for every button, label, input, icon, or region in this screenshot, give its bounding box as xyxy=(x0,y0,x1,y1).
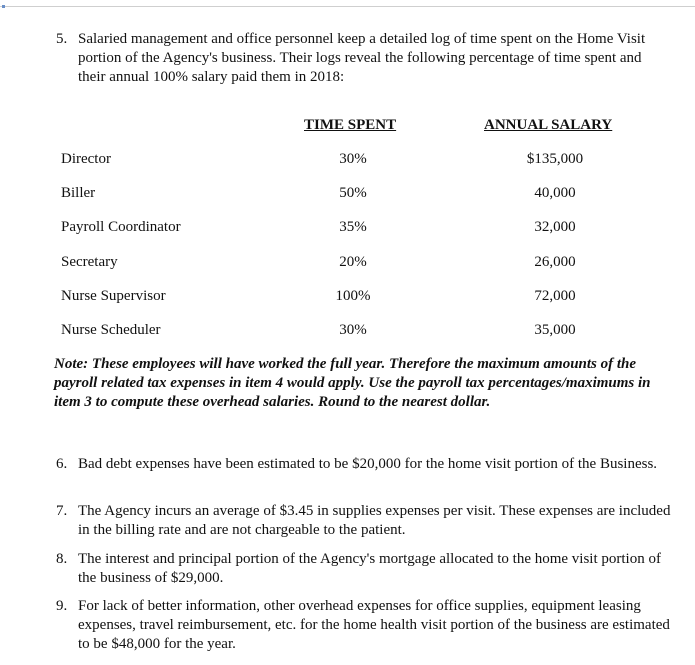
note-paragraph: Note: These employees will have worked the full year. Therefore the maximum amounts of the payroll related tax expenses in item 4 would apply. Use the payroll tax percentages/maximums in item 3 to compute these overhead salaries. Round to the nearest dollar. xyxy=(54,356,651,410)
annual-salary-value: 35,000 xyxy=(534,322,576,338)
list-item-number: 7. xyxy=(56,503,68,519)
employee-title: Biller xyxy=(61,185,96,201)
list-item-7 xyxy=(56,502,676,540)
column-header-time-spent: TIME SPENT xyxy=(304,117,397,133)
annual-salary-value: 40,000 xyxy=(534,185,576,201)
list-item-text: For lack of better information, other overhead expenses for office supplies, equipment leasing expenses, travel reimbursement, etc. for the home health visit portion of the business are estimated to be $48,000 for the year. xyxy=(78,598,670,652)
table-row xyxy=(0,218,695,238)
list-item-text: The interest and principal portion of the Agency's mortgage allocated to the home visit portion of the business of $29,000. xyxy=(78,551,661,586)
page-corner-marker xyxy=(2,5,5,8)
annual-salary-value: 72,000 xyxy=(534,288,576,304)
list-item-9 xyxy=(56,597,676,654)
table-row xyxy=(0,321,695,341)
list-item-6 xyxy=(56,455,676,474)
time-spent-value: 35% xyxy=(339,219,367,235)
table-row xyxy=(0,150,695,170)
employee-title: Payroll Coordinator xyxy=(61,219,181,235)
page-top-rule xyxy=(0,6,695,7)
list-item-text: Bad debt expenses have been estimated to be $20,000 for the home visit portion of the Business. xyxy=(78,456,658,472)
employee-title: Nurse Scheduler xyxy=(61,322,161,338)
list-item-number: 8. xyxy=(56,551,68,567)
annual-salary-value: 26,000 xyxy=(534,254,576,270)
employee-title: Nurse Supervisor xyxy=(61,288,166,304)
list-item-number: 9. xyxy=(56,598,68,614)
time-spent-value: 30% xyxy=(339,151,367,167)
list-item-text: Salaried management and office personnel keep a detailed log of time spent on the Home Visit portion of the Agency's business. Their logs reveal the following percentage of time spent and their annual 100% salary paid them in 2018: xyxy=(78,31,646,85)
employee-title: Director xyxy=(61,151,111,167)
time-spent-value: 100% xyxy=(335,288,371,304)
list-item-5 xyxy=(56,30,666,87)
column-header-annual-salary: ANNUAL SALARY xyxy=(484,117,613,133)
list-item-number: 6. xyxy=(56,456,68,472)
annual-salary-value: 32,000 xyxy=(534,219,576,235)
table-row xyxy=(0,184,695,204)
table-row xyxy=(0,253,695,273)
time-spent-value: 30% xyxy=(339,322,367,338)
list-item-number: 5. xyxy=(56,31,68,47)
annual-salary-value: $135,000 xyxy=(526,151,584,167)
employee-title: Secretary xyxy=(61,254,118,270)
list-item-8 xyxy=(56,550,676,588)
time-spent-value: 50% xyxy=(339,185,367,201)
time-spent-value: 20% xyxy=(339,254,367,270)
table-row xyxy=(0,287,695,307)
list-item-text: The Agency incurs an average of $3.45 in supplies expenses per visit. These expenses are included in the billing rate and are not chargeable to the patient. xyxy=(78,503,671,538)
